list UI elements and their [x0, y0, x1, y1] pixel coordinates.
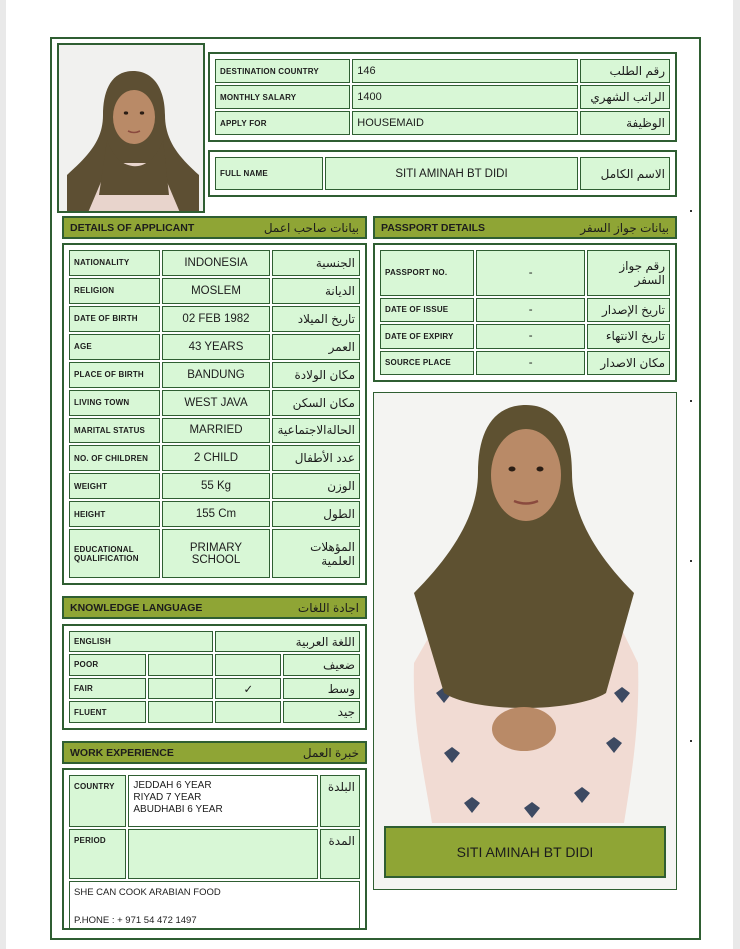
country-label: COUNTRY [69, 775, 126, 827]
table-row [69, 445, 360, 471]
field-label: PLACE OF BIRTH [69, 362, 160, 388]
field-arabic: الديانة [272, 278, 360, 304]
table-row [380, 298, 670, 322]
table-row [69, 654, 360, 676]
work-header [62, 741, 367, 764]
application-number-value: 146 [352, 59, 578, 83]
table-row [69, 678, 360, 700]
monthly-salary-label: MONTHLY SALARY [215, 85, 350, 109]
field-arabic: مكان الولادة [272, 362, 360, 388]
table-row [215, 111, 670, 135]
field-value: 2 CHILD [162, 445, 271, 471]
table-row [69, 775, 360, 827]
table-row [380, 324, 670, 348]
field-value: 43 YEARS [162, 334, 271, 360]
passport-details-table [378, 248, 672, 377]
monthly-salary-arabic: الراتب الشهري [580, 85, 670, 109]
field-label: NO. OF CHILDREN [69, 445, 160, 471]
field-value: 55 Kg [162, 473, 271, 499]
apply-for-arabic: الوظيفة [580, 111, 670, 135]
photo-caption-name: SITI AMINAH BT DIDI [456, 844, 594, 860]
table-row [69, 278, 360, 304]
full-name-value: SITI AMINAH BT DIDI [325, 157, 578, 190]
monthly-salary-value: 1400 [352, 85, 578, 109]
field-label: MARITAL STATUS [69, 418, 160, 444]
language-title: KNOWLEDGE LANGUAGE [70, 601, 203, 614]
table-row [215, 85, 670, 109]
table-row [69, 501, 360, 527]
field-arabic: مكان السكن [272, 390, 360, 416]
language-title-arabic: اجادة اللغات [297, 600, 359, 615]
edge-mark [690, 210, 692, 212]
work-experience-table [67, 773, 362, 931]
field-label: WEIGHT [69, 473, 160, 499]
table-row [215, 59, 670, 83]
countries-cell [128, 775, 317, 827]
table-row [69, 334, 360, 360]
edge-mark [690, 740, 692, 742]
level-label: POOR [69, 654, 146, 676]
field-label: PASSPORT NO. [380, 250, 474, 296]
full-body-photo [373, 392, 677, 890]
field-label: AGE [69, 334, 160, 360]
field-arabic: مكان الاصدار [587, 351, 670, 375]
country-entry: RIYAD 7 YEAR [133, 792, 202, 803]
skill-note: SHE CAN COOK ARABIAN FOOD [74, 887, 221, 898]
english-level-check [148, 678, 214, 700]
full-name-label: FULL NAME [215, 157, 323, 190]
period-arabic: المدة [320, 829, 360, 879]
table-row [69, 250, 360, 276]
phone-number: P.HONE : + 971 54 472 1497 [74, 915, 197, 926]
field-arabic: تاريخ الانتهاء [587, 324, 670, 348]
table-row [69, 473, 360, 499]
apply-for-label: APPLY FOR [215, 111, 350, 135]
edge-mark [690, 560, 692, 562]
field-value: MOSLEM [162, 278, 271, 304]
full-body-image [374, 393, 676, 887]
notes-cell [69, 881, 360, 929]
field-value: 02 FEB 1982 [162, 306, 271, 332]
application-info-box [208, 52, 677, 142]
passport-title: PASSPORT DETAILS [381, 221, 486, 234]
work-experience-box [62, 768, 367, 930]
country-entry: ABUDHABI 6 YEAR [133, 804, 223, 815]
english-level-check [148, 654, 214, 676]
field-value: WEST JAVA [162, 390, 271, 416]
field-label: HEIGHT [69, 501, 160, 527]
field-arabic: تاريخ الإصدار [587, 298, 670, 322]
field-label: EDUCATIONAL QUALIFICATION [69, 529, 160, 578]
table-row [69, 418, 360, 444]
field-arabic: الجنسية [272, 250, 360, 276]
table-row [69, 631, 360, 652]
field-label: DATE OF EXPIRY [380, 324, 474, 348]
level-arabic: ضعيف [283, 654, 360, 676]
field-label: SOURCE PLACE [380, 351, 474, 375]
field-value: - [476, 298, 585, 322]
portrait-photo-small [57, 43, 205, 213]
field-arabic: الوزن [272, 473, 360, 499]
table-row [380, 351, 670, 375]
arabic-language-label: اللغة العربية [215, 631, 360, 652]
field-arabic: المؤهلات العلمية [272, 529, 360, 578]
table-row [69, 701, 360, 723]
country-arabic: البلدة [320, 775, 360, 827]
application-info-table [213, 57, 672, 137]
language-box [62, 624, 367, 730]
portrait-small-image [59, 45, 205, 213]
english-label: ENGLISH [69, 631, 213, 652]
table-row [69, 881, 360, 929]
passport-details-box [373, 243, 677, 382]
field-label: DATE OF ISSUE [380, 298, 474, 322]
field-label: DATE OF BIRTH [69, 306, 160, 332]
period-value [128, 829, 317, 879]
field-arabic: العمر [272, 334, 360, 360]
field-value: PRIMARY SCHOOL [162, 529, 271, 578]
language-header [62, 596, 367, 619]
applicant-details-box [62, 243, 367, 585]
level-label: FAIR [69, 678, 146, 700]
work-title-arabic: خبرة العمل [302, 745, 359, 760]
table-row [69, 306, 360, 332]
field-arabic: عدد الأطفال [272, 445, 360, 471]
field-value: 155 Cm [162, 501, 271, 527]
applicant-details-table [67, 248, 362, 580]
apply-for-value: HOUSEMAID [352, 111, 578, 135]
table-row [69, 829, 360, 879]
field-value: MARRIED [162, 418, 271, 444]
field-arabic: الحالةالاجتماعية [272, 418, 360, 444]
full-name-box [208, 150, 677, 197]
details-header [62, 216, 367, 239]
arabic-level-check [215, 701, 281, 723]
arabic-level-check: ✓ [215, 678, 281, 700]
cv-sheet [6, 0, 733, 949]
work-title: WORK EXPERIENCE [70, 746, 174, 759]
photo-caption [384, 826, 666, 878]
field-value: INDONESIA [162, 250, 271, 276]
level-arabic: وسط [283, 678, 360, 700]
details-title: DETAILS OF APPLICANT [70, 221, 195, 234]
field-arabic: تاريخ الميلاد [272, 306, 360, 332]
field-label: NATIONALITY [69, 250, 160, 276]
full-name-arabic: الاسم الكامل [580, 157, 670, 190]
table-row [215, 157, 670, 190]
details-title-arabic: بيانات صاحب اعمل [263, 220, 359, 235]
level-label: FLUENT [69, 701, 146, 723]
level-arabic: جيد [283, 701, 360, 723]
field-value: - [476, 324, 585, 348]
english-level-check [148, 701, 214, 723]
edge-mark [690, 400, 692, 402]
field-arabic: رقم جواز السفر [587, 250, 670, 296]
table-row [380, 250, 670, 296]
arabic-level-check [215, 654, 281, 676]
table-row [69, 390, 360, 416]
application-number-arabic: رقم الطلب [580, 59, 670, 83]
full-name-table [213, 155, 672, 192]
table-row [69, 362, 360, 388]
passport-title-arabic: بيانات جواز السفر [580, 220, 669, 235]
passport-header [373, 216, 677, 239]
field-value: - [476, 250, 585, 296]
field-arabic: الطول [272, 501, 360, 527]
country-entry: JEDDAH 6 YEAR [133, 780, 212, 791]
destination-country-label: DESTINATION COUNTRY [215, 59, 350, 83]
field-label: RELIGION [69, 278, 160, 304]
field-value: BANDUNG [162, 362, 271, 388]
period-label: PERIOD [69, 829, 126, 879]
table-row [69, 529, 360, 578]
field-label: LIVING TOWN [69, 390, 160, 416]
field-value: - [476, 351, 585, 375]
language-table [67, 629, 362, 725]
